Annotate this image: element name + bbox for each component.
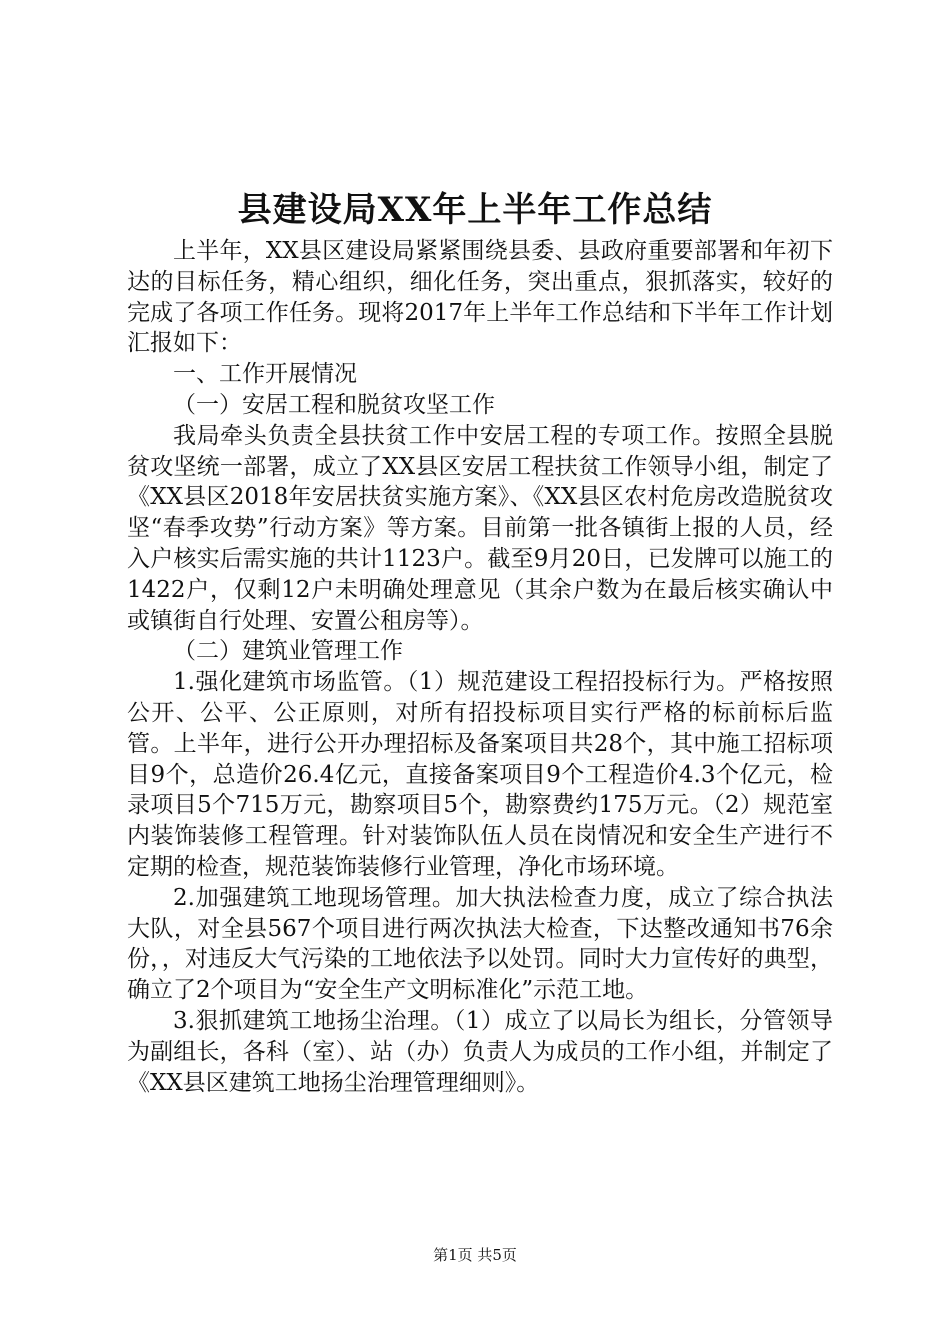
document-body xyxy=(127,236,833,1098)
paragraph-intro: 上半年，XX县区建设局紧紧围绕县委、县政府重要部署和年初下达的目标任务，精心组织，细化任务，突出重点，狠抓落实，较好的完成了各项工作任务。现将2017年上半年工作总结和下半年工作计划汇报如下： xyxy=(127,238,833,357)
page-number: 第1页 共5页 xyxy=(433,1246,517,1264)
paragraph-dust-control: 3.狠抓建筑工地扬尘治理。（1）成立了以局长为组长，分管领导为副组长，各科（室）、站（办）负责人为成员的工作小组，并制定了《XX县区建筑工地扬尘治理管理细则》。 xyxy=(127,1007,833,1096)
document-title: 县建设局XX年上半年工作总结 xyxy=(237,190,713,230)
section-heading-1: 一、工作开展情况 xyxy=(173,361,357,388)
paragraph-market-supervision: 1.强化建筑市场监管。（1）规范建设工程招投标行为。严格按照公开、公平、公正原则，对所有招投标项目实行严格的标前标后监管。上半年，进行公开办理招标及备案项目共28个，其中施工招标项目9个，总造价26.4亿元，直接备案项目9个工程造价4.3个亿元，检录项目5个715万元，勘察项目5个，勘察费约175万元。（2）规范室内装饰装修工程管理。针对装饰队伍人员在岗情况和安全生产进行不定期的检查，规范装饰装修行业管理，净化市场环境。 xyxy=(127,669,833,880)
subsection-heading-1: （一）安居工程和脱贫攻坚工作 xyxy=(173,391,495,418)
subsection-heading-2: （二）建筑业管理工作 xyxy=(173,638,403,665)
paragraph-housing-poverty: 我局牵头负责全县扶贫工作中安居工程的专项工作。按照全县脱贫攻坚统一部署，成立了XX县区安居工程扶贫工作领导小组，制定了《XX县区2018年安居扶贫实施方案》、《XX县区农村危房改造脱贫攻坚“春季攻势”行动方案》等方案。目前第一批各镇街上报的人员，经入户核实后需实施的共计1123户。截至9月20日，已发牌可以施工的1422户，仅剩12户未明确处理意见（其余户数为在最后核实确认中或镇街自行处理、安置公租房等）。 xyxy=(127,422,833,634)
paragraph-site-management: 2.加强建筑工地现场管理。加大执法检查力度，成立了综合执法大队，对全县567个项目进行两次执法大检查，下达整改通知书76余份，，对违反大气污染的工地依法予以处罚。同时大力宣传好的典型，确立了2个项目为“安全生产文明标准化”示范工地。 xyxy=(127,884,833,1004)
